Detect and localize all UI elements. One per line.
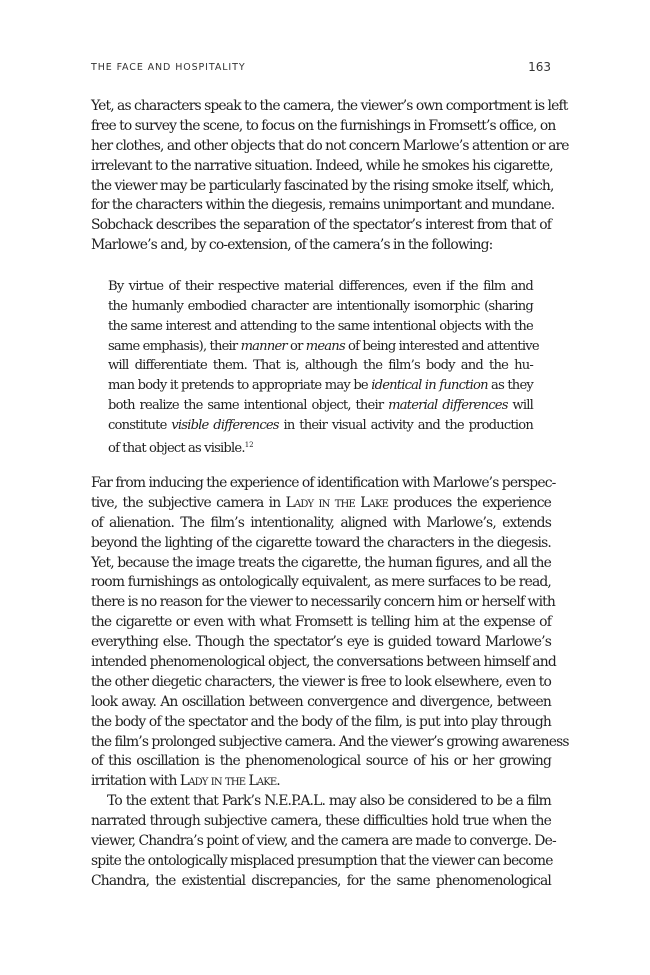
text-line: intended phenomenological object, the conversations between himself and — [91, 654, 556, 671]
footnote-marker: 12 — [244, 440, 254, 449]
quote-text: both realize the same intentional object, their — [108, 398, 389, 414]
text-line: Chandra, the existential discrepancies, for the same phenomenological — [91, 872, 551, 889]
line-text: tive, the subjective camera in — [91, 494, 286, 511]
paragraph-2 — [91, 474, 569, 792]
text-line: free to survey the scene, to focus on the furnishings in Fromsett’s office, on — [91, 117, 556, 134]
quote-text: man body it pretends to appropriate may be — [108, 378, 372, 394]
quote-line — [108, 337, 539, 357]
quote-text: same emphasis), their — [108, 338, 241, 354]
quote-text: as they — [487, 378, 533, 394]
text-line: To the extent that Park’s N.E.P.A.L. may also be considered to be a film — [107, 793, 551, 809]
italic-emphasis: visible differences — [171, 417, 279, 433]
quote-line — [108, 376, 533, 396]
text-line: the other diegetic characters, the viewer is free to look elsewhere, even to — [91, 673, 551, 690]
text-line: narrated through subjective camera, these difficulties hold true when the — [91, 812, 551, 829]
film-title: Lady in the Lake — [285, 494, 389, 511]
text-line: of this oscillation is the phenomenological source of his or her growing — [91, 753, 551, 770]
quote-text: of that object as visible. — [108, 440, 245, 456]
quote-line — [108, 436, 533, 456]
quote-line: will differentiate them. That is, although the film’s body and the hu- — [108, 358, 533, 374]
running-title: THE FACE AND HOSPITALITY — [91, 62, 246, 73]
text-line: Far from inducing the experience of identification with Marlowe’s perspec- — [91, 475, 556, 491]
line-text: irritation with — [91, 773, 180, 790]
quote-line — [108, 396, 533, 416]
quote-line: the same interest and attending to the same intentional objects with the — [108, 318, 533, 334]
text-line: look away. An oscillation between convergence and divergence, between — [91, 693, 551, 710]
text-line: the cigarette or even with what Fromsett is telling him at the expense of — [91, 614, 551, 631]
text-line: irrelevant to the narrative situation. Indeed, while he smokes his cigarette, — [91, 157, 553, 174]
text-line: the viewer may be particularly fascinated by the rising smoke itself, which, — [91, 177, 554, 194]
film-title: Lady in the Lake — [179, 773, 277, 790]
text-line: everything else. Though the spectator’s eye is guided toward Marlowe’s — [91, 634, 551, 651]
text-line: room furnishings as ontologically equivalent, as mere surfaces to be read, — [91, 574, 551, 591]
text-line: viewer, Chandra’s point of view, and the camera are made to converge. De- — [91, 832, 556, 849]
text-line — [91, 494, 551, 514]
text-line: there is no reason for the viewer to necessarily concern him or herself with — [91, 594, 555, 611]
italic-emphasis: means — [305, 338, 345, 354]
line-text: . — [276, 773, 280, 790]
text-line: spite the ontologically misplaced presumption that the viewer can become — [91, 852, 553, 869]
text-line: Yet, because the image treats the cigarette, the human figures, and all the — [91, 554, 551, 571]
text-line — [91, 772, 551, 792]
italic-emphasis: material differences — [388, 398, 508, 414]
text-line: Yet, as characters speak to the camera, the viewer’s own comportment is left — [91, 98, 568, 114]
text-line: the film’s prolonged subjective camera. And the viewer’s growing awareness — [91, 733, 569, 750]
quote-text: of being interested and attentive — [344, 338, 539, 354]
quote-text: or — [286, 338, 306, 354]
text-line: beyond the lighting of the cigarette toward the characters in the diegesis. — [91, 534, 551, 551]
text-line: her clothes, and other objects that do not concern Marlowe’s attention or are — [91, 137, 569, 154]
text-line: Sobchack describes the separation of the spectator’s interest from that of — [91, 217, 551, 234]
quote-line: the humanly embodied character are intentionally isomorphic (sharing — [108, 298, 533, 314]
text-line: Marlowe’s and, by co-extension, of the camera’s in the following: — [91, 237, 493, 254]
line-text: produces the experience — [388, 494, 551, 511]
text-line: for the characters within the diegesis, remains unimportant and mundane. — [91, 197, 555, 214]
italic-emphasis: identical in function — [371, 378, 488, 394]
running-head — [91, 62, 551, 78]
paragraph-1 — [91, 97, 569, 256]
quote-text: constitute — [108, 417, 172, 433]
quote-line: By virtue of their respective material differences, even if the film and — [108, 279, 533, 294]
quote-text: will — [507, 398, 534, 414]
italic-emphasis: manner — [240, 338, 287, 354]
text-line: the body of the spectator and the body of the film, is put into play through — [91, 713, 551, 730]
quote-line — [108, 416, 533, 436]
text-line: of alienation. The film’s intentionality, aligned with Marlowe’s, extends — [91, 514, 551, 531]
paragraph-3 — [91, 792, 556, 891]
block-quote — [108, 277, 539, 456]
quote-text: in their visual activity and the production — [278, 417, 534, 433]
page-number: 163 — [528, 60, 551, 74]
